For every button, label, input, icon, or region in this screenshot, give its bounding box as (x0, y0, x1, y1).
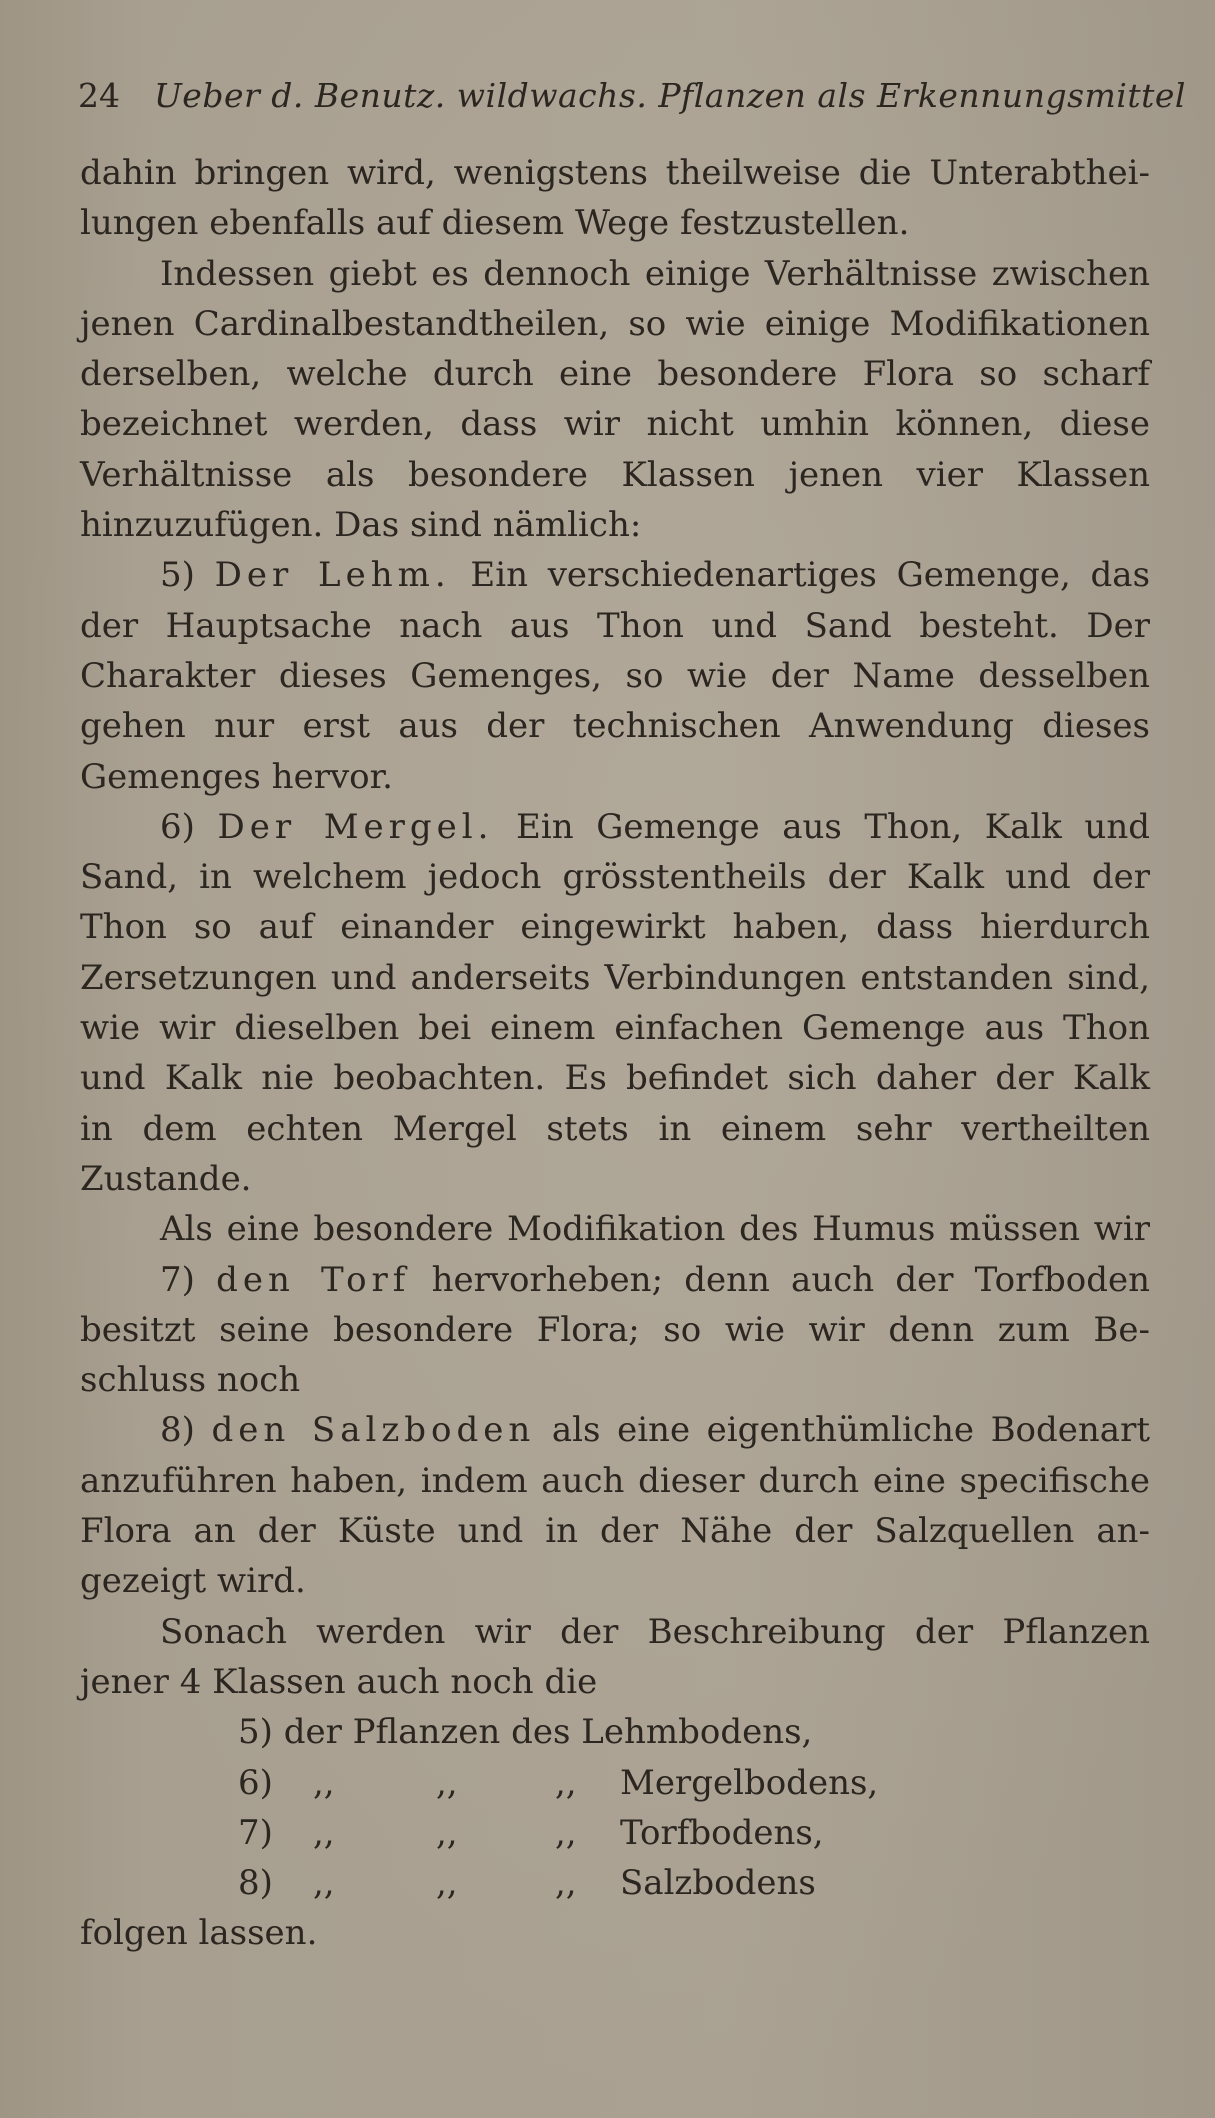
text-span: als eine eigenthümliche Bodenart (551, 1410, 1150, 1451)
list-item-text: Torfbodens, (620, 1812, 824, 1853)
text-line: Gemenges hervor. (80, 756, 393, 797)
section-number: 7) (160, 1259, 195, 1300)
ditto-mark: ,, (313, 1762, 335, 1803)
text-line: der Hauptsache nach aus Thon und Sand besteht. Der (80, 605, 1150, 646)
text-line: derselben, welche durch eine besondere Flora so scharf (80, 354, 1150, 395)
text-line: Flora an der Küste und in der Nähe der Salzquellen an- (80, 1511, 1150, 1552)
term-salzboden: den Salzboden (211, 1410, 536, 1451)
list-item (80, 1858, 1150, 1908)
page-header (78, 72, 1186, 122)
text-line: Thon so auf einander eingewirkt haben, dass hierdurch (80, 907, 1150, 948)
text-line: und Kalk nie beobachten. Es befindet sich daher der Kalk (80, 1058, 1150, 1099)
list-item-text: 5) der Pflanzen des Lehmbodens, (238, 1712, 813, 1753)
text-line: Sonach werden wir der Beschreibung der Pflanzen (160, 1611, 1150, 1652)
text-line: jener 4 Klassen auch noch die (80, 1661, 598, 1702)
text-line (80, 1255, 1150, 1305)
list-number: 6) (238, 1762, 273, 1803)
ditto-mark: ,, (436, 1863, 458, 1904)
text-line (80, 550, 1150, 600)
text-line: dahin bringen wird, wenigstens theilweise die Unterabthei- (80, 153, 1150, 193)
text-line: Charakter dieses Gemenges, so wie der Name desselben (80, 655, 1150, 696)
list-item (80, 1808, 1150, 1858)
list-item (80, 1758, 1150, 1808)
ditto-mark: ,, (313, 1812, 335, 1853)
text-span: hervorheben; denn auch der Torfboden (431, 1259, 1150, 1300)
text-line: hinzuzufügen. Das sind nämlich: (80, 505, 642, 546)
list-number: 8) (238, 1863, 273, 1904)
text-line: schluss noch (80, 1360, 301, 1401)
body-text (80, 148, 1150, 1959)
text-line: Zustande. (80, 1158, 252, 1199)
text-line: Indessen giebt es dennoch einige Verhältnisse zwischen (160, 253, 1150, 294)
ditto-mark: ,, (555, 1762, 577, 1803)
term-mergel: Der Mergel. (217, 806, 494, 847)
text-line: gezeigt wird. (80, 1561, 306, 1602)
term-torf: den Torf (216, 1259, 411, 1300)
text-line: lungen ebenfalls auf diesem Wege festzustellen. (80, 203, 910, 244)
closing-line: folgen lassen. (80, 1913, 318, 1954)
ditto-mark: ,, (436, 1762, 458, 1803)
running-title: Ueber d. Benutz. wildwachs. Pflanzen als Erkennungsmittel (154, 76, 1186, 115)
text-line: Zersetzungen und anderseits Verbindungen entstanden sind, (80, 957, 1150, 998)
text-span: Ein verschiedenartiges Gemenge, das (470, 555, 1151, 596)
list-item-text: Mergelbodens, (620, 1762, 879, 1803)
text-line (80, 802, 1150, 852)
text-line: gehen nur erst aus der technischen Anwendung dieses (80, 706, 1150, 747)
text-line: wie wir dieselben bei einem einfachen Gemenge aus Thon (80, 1008, 1150, 1049)
text-line: Verhältnisse als besondere Klassen jenen vier Klassen (80, 454, 1150, 495)
ditto-mark: ,, (436, 1812, 458, 1853)
ditto-mark: ,, (555, 1863, 577, 1904)
text-line: jenen Cardinalbestandtheilen, so wie einige Modifikationen (80, 303, 1150, 344)
text-line: bezeichnet werden, dass wir nicht umhin können, diese (80, 404, 1150, 445)
page-number: 24 (78, 76, 120, 115)
text-line: besitzt seine besondere Flora; so wie wir denn zum Be- (80, 1309, 1150, 1350)
text-line: Sand, in welchem jedoch grösstentheils der Kalk und der (80, 857, 1150, 898)
list-number: 7) (238, 1812, 273, 1853)
text-line: in dem echten Mergel stets in einem sehr vertheilten (80, 1108, 1150, 1149)
text-line: anzuführen haben, indem auch dieser durch eine specifische (80, 1460, 1150, 1501)
term-lehm: Der Lehm. (214, 555, 451, 596)
list-item-text: Salzbodens (620, 1863, 816, 1904)
ditto-mark: ,, (313, 1863, 335, 1904)
text-span: Ein Gemenge aus Thon, Kalk und (516, 806, 1150, 847)
section-number: 8) (160, 1410, 195, 1451)
section-number: 5) (160, 555, 195, 596)
text-line (80, 1405, 1150, 1455)
list-item (80, 1707, 1150, 1757)
ditto-mark: ,, (555, 1812, 577, 1853)
text-line: Als eine besondere Modifikation des Humus müssen wir (160, 1209, 1150, 1250)
section-number: 6) (160, 806, 195, 847)
